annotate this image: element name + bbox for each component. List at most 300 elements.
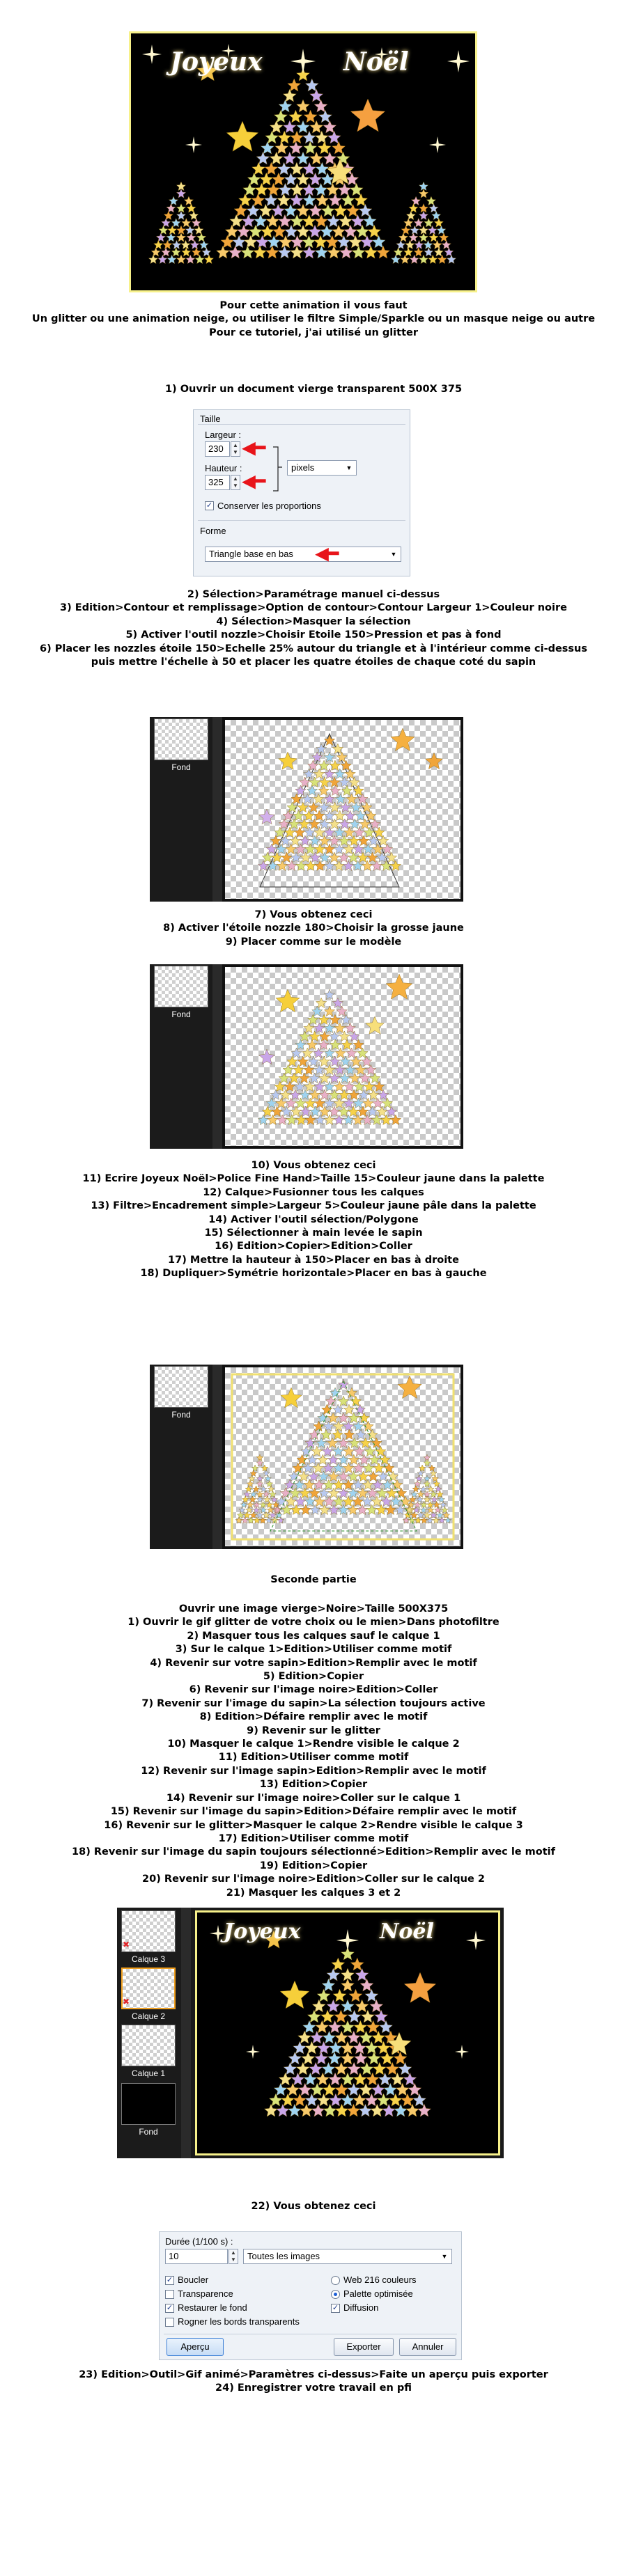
tree-star-icon (280, 1488, 291, 1498)
tree-star-icon (261, 225, 274, 237)
tree-star-icon (266, 214, 279, 227)
tree-star-icon (353, 2073, 366, 2085)
step-line: 6) Revenir sur l'image noire>Edition>Coller (189, 1684, 438, 1696)
tree-star-icon (334, 810, 345, 821)
tree-star-icon (322, 2062, 335, 2075)
step-line: puis mettre l'échelle à 50 et placer les quatre étoiles de chaque coté du sapin (91, 657, 536, 668)
tree-star-icon (309, 1488, 320, 1498)
tree-star-icon (415, 1517, 421, 1523)
tree-star-icon (330, 1056, 340, 1067)
tree-star-icon (419, 1465, 426, 1471)
layers-scroll-strip[interactable] (212, 717, 222, 902)
tree-star-icon (284, 173, 297, 185)
intro-line: Pour cette animation il vous faut (219, 300, 408, 311)
tree-star-icon (384, 2083, 397, 2096)
step-line: 10) Masquer le calque 1>Rendre visible le calque 2 (167, 1738, 460, 1750)
tree-star-icon (424, 1496, 431, 1502)
tree-star-icon (341, 2073, 355, 2085)
tree-star-icon (286, 844, 296, 854)
tree-star-icon (297, 100, 310, 112)
tree-star-icon (439, 233, 448, 242)
layers-scroll-strip[interactable] (181, 1908, 191, 2158)
tree-star-icon (334, 1081, 345, 1092)
sparkle-icon (447, 50, 470, 72)
tree-star-icon (276, 844, 286, 854)
height-field[interactable]: 325 (205, 475, 230, 490)
tree-star-icon (371, 861, 382, 871)
tree-star-icon (276, 2104, 289, 2116)
tree-star-icon (295, 1098, 306, 1108)
tree-star-icon (300, 1488, 310, 1498)
tree-star-icon (391, 1496, 401, 1507)
tree-star-icon (359, 2083, 373, 2096)
tree-star-icon (309, 1429, 320, 1440)
tree-star-icon (267, 183, 280, 196)
tree-star-icon (364, 1463, 374, 1473)
tree-star-icon (304, 1023, 314, 1033)
final-black-canvas (195, 1910, 500, 2155)
tree-star-icon (437, 1491, 444, 1498)
tree-star-icon (391, 255, 400, 264)
tree-star-icon (364, 1081, 374, 1092)
tree-star-icon (417, 1470, 424, 1477)
tree-star-icon (384, 1463, 394, 1473)
tree-star-icon (414, 1502, 421, 1508)
tree-star-icon (268, 1486, 274, 1492)
tree-star-icon (444, 248, 454, 257)
tree-star-icon (391, 2073, 404, 2085)
step-line: 13) Edition>Copier (259, 1779, 368, 1791)
star-icon (391, 728, 415, 751)
tree-star-icon (281, 852, 292, 863)
tree-star-icon (309, 802, 319, 812)
tree-star-icon (290, 1090, 300, 1100)
tree-star-icon (338, 1471, 348, 1482)
tree-star-icon (341, 2052, 355, 2064)
layer-thumbnail[interactable] (154, 718, 208, 760)
tree-star-icon (385, 1505, 396, 1515)
loop-checkbox[interactable]: ✓ (166, 2276, 173, 2284)
tree-star-icon (297, 173, 310, 185)
tree-star-icon (332, 225, 346, 237)
transparency-checkbox[interactable] (165, 2290, 174, 2299)
unit-select[interactable] (287, 460, 357, 476)
tree-star-icon (287, 802, 297, 812)
step-line: 12) Revenir sur l'image sapin>Edition>Remplir avec le motif (141, 1765, 486, 1777)
tree-star-icon (396, 240, 405, 249)
tree-star-icon (314, 183, 327, 196)
tree-star-icon (309, 173, 322, 185)
step-line: 17) Edition>Utiliser comme motif (218, 1832, 409, 1844)
tree-star-icon (244, 1491, 251, 1498)
layer-thumbnail-fond[interactable] (121, 2083, 176, 2125)
tree-star-icon (341, 1979, 355, 1991)
tree-star-icon (338, 183, 351, 196)
step-line: 21) Masquer les calques 3 et 2 (226, 1887, 401, 1899)
header-christmas-card (129, 31, 477, 292)
layer-thumbnail[interactable] (154, 966, 208, 1007)
tree-star-icon (263, 1491, 270, 1498)
red-arrow-icon: ◀━ (242, 439, 265, 457)
tree-star-icon (319, 1505, 330, 1515)
link-bracket-icon (272, 446, 284, 492)
tree-star-icon (323, 1479, 334, 1490)
tree-star-icon (431, 1470, 438, 1477)
tree-star-icon (265, 1475, 272, 1482)
star-icon (280, 1981, 309, 2009)
tree-star-icon (309, 777, 320, 787)
tree-star-icon (357, 1505, 368, 1515)
chevron-down-icon: ▼ (346, 464, 353, 471)
tree-star-icon (244, 1512, 251, 1518)
tree-star-icon (417, 1491, 424, 1498)
step-line: 8) Edition>Défaire remplir avec le motif (199, 1711, 428, 1723)
tree-star-icon (254, 214, 268, 227)
tree-star-icon (320, 852, 330, 863)
diffusion-checkbox[interactable]: ✓ (332, 2304, 339, 2312)
step-line: 1) Ouvrir le gif glitter de votre choix ou le mien>Dans photofiltre (127, 1617, 500, 1628)
tree-star-icon (312, 1006, 323, 1016)
tree-star-icon (279, 183, 292, 196)
tree-star-icon (244, 235, 257, 248)
tree-star-icon (291, 852, 301, 863)
restore-bg-checkbox[interactable]: ✓ (166, 2304, 173, 2312)
star-icon (279, 752, 297, 769)
tree-star-icon (329, 194, 342, 206)
width-spinner[interactable]: ▲ ▼ (231, 441, 240, 457)
tree-star-icon (304, 1081, 315, 1092)
tree-star-icon (266, 1502, 273, 1508)
tree-star-icon (354, 827, 364, 838)
tree-star-icon (357, 794, 368, 804)
tree-star-icon (323, 152, 336, 164)
tree-star-icon (300, 1031, 310, 1042)
tree-star-icon (297, 152, 310, 164)
tree-star-icon (266, 1098, 277, 1108)
tree-star-icon (315, 2052, 328, 2064)
tree-star-icon (339, 777, 350, 787)
step-line: 2) Masquer tous les calques sauf le calque 1 (187, 1630, 440, 1642)
sparkle-icon (291, 49, 316, 74)
tree-star-icon (171, 219, 180, 228)
tree-star-icon (204, 255, 213, 264)
layer-label: Fond (139, 2127, 158, 2137)
tree-star-icon (260, 1517, 267, 1523)
duration-field[interactable]: 10 (165, 2249, 228, 2264)
step-line: 20) Revenir sur l'image noire>Edition>Coller sur le calque 2 (142, 1874, 485, 1885)
tree-star-icon (277, 1517, 284, 1523)
tree-star-icon (324, 861, 334, 871)
tree-star-icon (304, 1479, 314, 1490)
tree-star-icon (319, 835, 330, 846)
tree-star-icon (349, 835, 359, 846)
tree-star-icon (324, 1496, 334, 1507)
tree-star-icon (330, 802, 340, 812)
tree-star-icon (428, 1465, 435, 1471)
tree-star-icon (316, 2020, 329, 2033)
tree-star-icon (291, 183, 304, 196)
tree-star-icon (426, 196, 435, 205)
tree-star-icon (256, 1481, 263, 1487)
tree-star-icon (329, 2073, 342, 2085)
tree-star-icon (323, 2031, 336, 2043)
tree-star-icon (290, 162, 303, 175)
tree-star-icon (323, 1463, 334, 1473)
sparkle-icon (455, 2045, 469, 2059)
step-line: 3) Edition>Contour et remplissage>Option de contour>Contour Largeur 1>Couleur noire (60, 602, 567, 614)
tree-star-icon (406, 211, 415, 220)
tree-star-icon (341, 785, 352, 796)
tree-star-icon (405, 240, 415, 249)
tree-star-icon (357, 1488, 368, 1498)
tree-star-icon (314, 1065, 325, 1075)
tree-star-icon (411, 196, 420, 205)
tree-star-icon (373, 844, 383, 854)
tree-star-icon (367, 852, 378, 863)
tree-star-icon (314, 1421, 324, 1431)
tree-star-icon (369, 1090, 379, 1100)
tree-star-icon (265, 2104, 278, 2116)
star-icon (426, 753, 443, 769)
group-shape-label: Forme (200, 526, 226, 536)
duration-spinner[interactable]: ▲ ▼ (229, 2249, 238, 2264)
tree-star-icon (369, 835, 379, 846)
tree-star-icon (424, 1481, 431, 1487)
tree-star-icon (295, 844, 306, 854)
tree-star-icon (324, 1098, 334, 1108)
tree-star-icon (338, 1396, 348, 1406)
layer-thumbnail-calque-1[interactable] (121, 2025, 176, 2066)
tree-star-icon (338, 1488, 348, 1498)
tree-star-icon (348, 1471, 359, 1482)
tree-star-icon (323, 2104, 336, 2116)
tree-star-icon (256, 1496, 263, 1502)
tree-star-icon (345, 769, 355, 779)
tree-star-icon (154, 240, 163, 249)
tree-star-icon (382, 1098, 393, 1108)
tree-star-icon (324, 769, 334, 779)
tree-star-icon (347, 2104, 360, 2116)
tree-star-icon (283, 1065, 293, 1075)
tree-star-icon (429, 233, 438, 242)
tree-star-icon (377, 246, 390, 258)
tree-star-icon (304, 769, 314, 779)
step-line: 8) Activer l'étoile nozzle 180>Choisir la grosse jaune (163, 922, 464, 934)
tree-star-icon (406, 2104, 419, 2116)
step-line: 4) Revenir sur votre sapin>Edition>Remplir avec le motif (150, 1657, 477, 1669)
tree-star-icon (291, 1048, 302, 1058)
tree-star-icon (345, 810, 355, 821)
tree-star-icon (340, 802, 350, 812)
tree-star-icon (343, 861, 354, 871)
tree-star-icon (276, 1098, 286, 1108)
tree-star-icon (353, 2094, 366, 2106)
tree-star-icon (262, 1106, 272, 1117)
tree-star-icon (435, 1486, 442, 1492)
tree-star-icon (314, 1496, 325, 1507)
tree-star-icon (419, 233, 428, 242)
tree-star-icon (340, 1056, 350, 1067)
tree-star-icon (377, 2094, 390, 2106)
tree-star-icon (176, 255, 185, 264)
tree-star-icon (309, 819, 320, 829)
export-button[interactable]: Exporter (334, 2338, 394, 2356)
tree-star-icon (355, 2000, 369, 2012)
tree-star-icon (324, 1081, 334, 1092)
star-icon (259, 1049, 275, 1065)
duration-label: Durée (1/100 s) : (165, 2236, 233, 2247)
tree-star-icon (334, 2062, 348, 2075)
tree-star-icon (168, 226, 177, 235)
tree-star-icon (304, 1065, 314, 1075)
tree-star-icon (279, 235, 292, 248)
tree-star-icon (367, 1488, 378, 1498)
tree-star-icon (419, 189, 428, 198)
tree-star-icon (370, 1073, 380, 1083)
layers-scroll-strip[interactable] (212, 964, 222, 1149)
tree-star-icon (320, 1106, 330, 1117)
tree-star-icon (330, 1388, 341, 1398)
steps-23-24 (0, 2369, 627, 2396)
unit-value: pixels (291, 462, 315, 473)
tree-star-icon (359, 2104, 372, 2116)
tree-star-icon (349, 235, 362, 248)
tree-star-icon (199, 240, 208, 249)
web216-radio[interactable] (331, 2276, 340, 2285)
tree-star-icon (268, 861, 278, 871)
tree-star-icon (348, 1488, 358, 1498)
tree-star-icon (433, 240, 442, 249)
tree-star-icon (410, 226, 419, 235)
cancel-button[interactable]: Annuler (399, 2338, 456, 2356)
shape-select[interactable] (205, 544, 401, 563)
tree-star-icon (403, 1517, 410, 1523)
screenshot-tree-with-big-stars (150, 964, 463, 1149)
step-1: 1) Ouvrir un document vierge transparent 500X 375 (164, 384, 463, 395)
tree-star-icon (330, 1073, 340, 1083)
height-spinner[interactable]: ▲ ▼ (231, 475, 240, 490)
tree-star-icon (424, 219, 433, 228)
step-line: 7) Vous obtenez ceci (254, 909, 373, 920)
tree-star-icon (362, 1496, 373, 1507)
layer-thumbnail[interactable] (154, 1366, 208, 1408)
tree-star-icon (378, 2073, 392, 2085)
tree-star-icon (323, 1446, 333, 1456)
tree-star-icon (305, 1438, 316, 1448)
tree-star-icon (377, 1106, 387, 1117)
tree-star-icon (258, 861, 268, 871)
tree-star-icon (300, 1090, 310, 1100)
tree-star-icon (349, 777, 359, 787)
tree-star-icon (343, 844, 354, 854)
tree-star-icon (238, 1512, 245, 1518)
red-arrow-icon: ◀━ (242, 472, 265, 491)
tree-star-icon (343, 1479, 353, 1490)
tree-star-icon (386, 2062, 399, 2075)
tree-star-icon (185, 226, 194, 235)
tree-star-icon (318, 141, 331, 154)
tree-star-icon (362, 802, 372, 812)
preview-button[interactable]: Aperçu (167, 2338, 224, 2356)
tree-star-icon (339, 214, 353, 227)
tree-star-icon (433, 1502, 440, 1508)
tree-star-icon (377, 2041, 390, 2054)
star-icon (276, 989, 300, 1012)
hidden-eye-icon[interactable]: ✖ (123, 1997, 130, 2006)
layers-panel (150, 1365, 212, 1549)
tree-star-icon (274, 827, 285, 838)
tree-star-icon (315, 844, 325, 854)
step-line: 15) Revenir sur l'image du sapin>Edition>Défaire remplir avec le motif (110, 1806, 517, 1818)
tree-star-icon (371, 1438, 382, 1448)
tree-star-icon (349, 1031, 359, 1042)
tree-star-icon (381, 861, 392, 871)
screenshot-tree-outline (150, 717, 463, 902)
tree-star-icon (373, 1463, 384, 1473)
tree-star-icon (442, 1507, 449, 1513)
tree-star-icon (348, 1106, 359, 1117)
tree-star-icon (330, 777, 340, 787)
layers-scroll-strip[interactable] (212, 1365, 222, 1549)
tree-star-icon (419, 255, 428, 264)
tree-star-icon (256, 235, 269, 248)
tree-star-icon (338, 1454, 348, 1465)
crop-borders-checkbox[interactable] (165, 2318, 174, 2327)
optimized-palette-radio[interactable] (331, 2290, 340, 2299)
tree-star-icon (412, 1486, 419, 1492)
tree-star-icon (329, 835, 339, 846)
keep-ratio-checkbox[interactable]: ✓ (206, 501, 213, 510)
tree-star-icon (353, 1098, 364, 1108)
tree-star-icon (307, 1039, 318, 1050)
tree-star-icon (270, 152, 283, 164)
tree-star-icon (319, 819, 330, 829)
tree-star-icon (341, 2094, 355, 2106)
tree-star-icon (298, 2083, 311, 2096)
tree-star-icon (324, 1048, 334, 1058)
tree-star-icon (272, 173, 285, 185)
images-select[interactable] (243, 2249, 452, 2264)
step-line: 16) Edition>Copier>Edition>Coller (215, 1241, 412, 1252)
width-field[interactable]: 230 (205, 441, 230, 457)
tree-star-icon (272, 1106, 282, 1117)
tree-star-icon (353, 1115, 363, 1125)
tree-star-icon (334, 1115, 344, 1125)
tree-star-icon (316, 998, 327, 1008)
tree-star-icon (428, 226, 437, 235)
star-icon (398, 1376, 421, 1399)
steps-part-2 (0, 1603, 627, 1900)
step-line: 6) Placer les nozzles étoile 150>Echelle 25% autour du triangle et à l'intérieur comme ci-dessus (39, 643, 588, 654)
step-line: 18) Revenir sur l'image du sapin toujours sélectionné>Edition>Remplir avec le motif (72, 1846, 555, 1858)
tree-star-icon (314, 235, 327, 248)
tree-star-icon (247, 1502, 254, 1508)
steps-7-to-9 (0, 909, 627, 949)
tree-star-icon (314, 1081, 325, 1092)
step-line: 5) Activer l'outil nozzle>Choisir Etoile 150>Pression et pas à fond (125, 629, 502, 641)
hidden-eye-icon[interactable]: ✖ (123, 1940, 130, 1949)
tree-star-icon (264, 194, 277, 206)
tree-star-icon (334, 1023, 345, 1033)
tree-star-icon (315, 1115, 325, 1125)
tree-star-icon (341, 2000, 355, 2012)
tree-star-icon (339, 835, 349, 846)
tree-star-icon (314, 1479, 324, 1490)
step-line: 7) Revenir sur l'image du sapin>La sélection toujours active (141, 1697, 486, 1709)
tree-star-icon (286, 1098, 296, 1108)
step-line: 11) Ecrire Joyeux Noël>Police Fine Hand>Taille 15>Couleur jaune dans la palette (82, 1173, 545, 1185)
tree-star-icon (305, 2094, 318, 2106)
